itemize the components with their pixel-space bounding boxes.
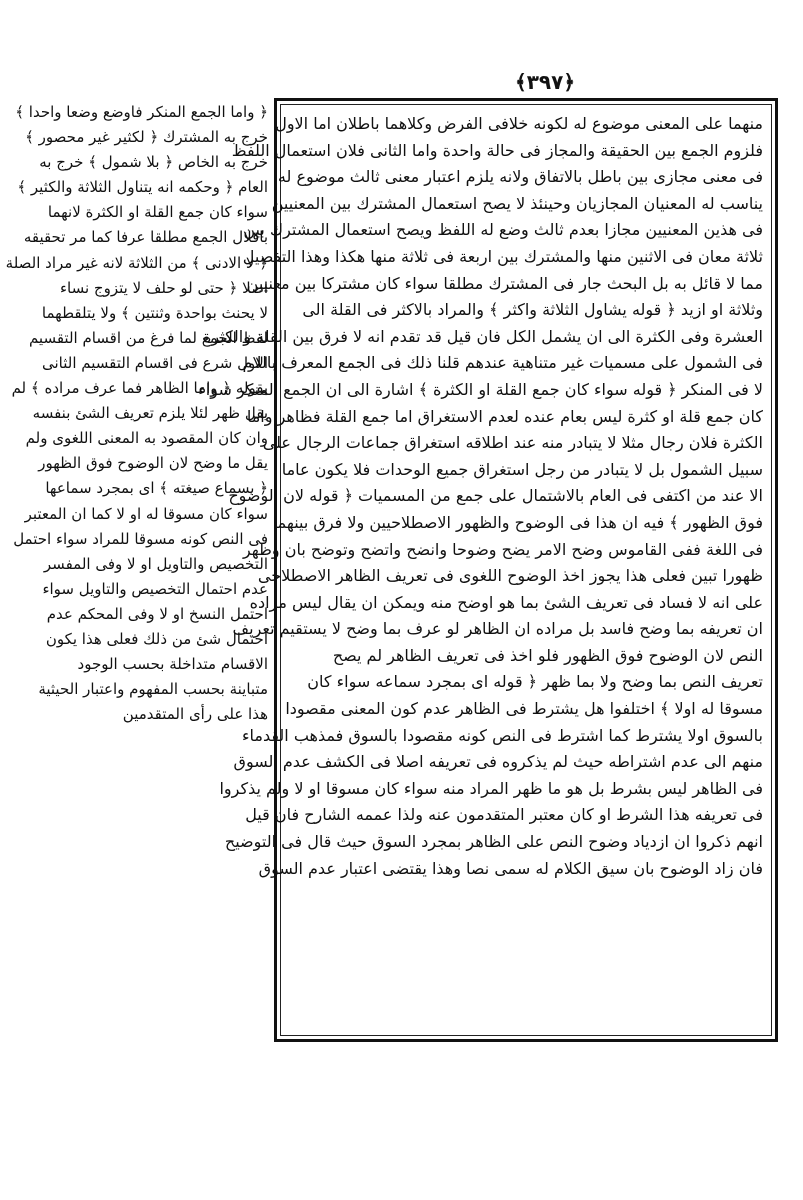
margin-text-line: لا يحنث بواحدة وثنتين ﴾ ولا يتلقطهما	[41, 303, 268, 322]
main-text-line: الا عند من اكتفى فى العام بالاشتمال على جمع من المسميات ﴿ قوله لان الوضوح	[228, 486, 763, 506]
main-text-line: ثلاثة معان فى الاثنين منها والمشترك بين اربعة فى ثلاثة منها هكذا وهذا التفصيل	[242, 246, 763, 266]
margin-text-line: ﴿ واما الجمع المنكر فاوضع وضعا واحدا ﴾	[15, 103, 268, 121]
main-text-line: لا فى المنكر ﴿ قوله سواء كان جمع القلة او الكثرة ﴾ اشارة الى ان الجمع المنكر سواء	[198, 379, 763, 399]
main-text-line: فى الشمول على مسميات غير متناهية عندهم قلنا ذلك فى الجمع المعرف باللام	[242, 353, 763, 373]
main-text-line: النص لان الوضوح فوق الظهور فلو اخذ فى تعريف الظاهر لم يصح	[332, 645, 763, 665]
main-text-line: على انه لا فساد فى تعريف الشئ بما هو اوضح منه ويمكن ان يقال ليس مراده	[249, 592, 763, 612]
main-text-line: الكثرة فلان رجال مثلا لا يتبادر منه عند اطلاقه استغراق جماعات الرجال على	[262, 433, 763, 453]
margin-text-line: العام ﴿ وحكمه انه يتناول الثلاثة والكثير ﴾	[17, 178, 268, 197]
main-text-line: ان تعريفه بما وضح فاسد بل مراده ان الظاهر لو عرف بما وضح لا يستقيم تعريف	[232, 619, 763, 639]
margin-text-line: هذا على رأى المتقدمين	[122, 705, 268, 724]
margin-text-line: احتمل النسخ او لا وفى المحكم عدم	[46, 604, 268, 623]
margin-text-line: يقل ما وضح لان الوضوح فوق الظهور	[38, 454, 268, 473]
main-text-line: فان زاد الوضوح بان سيق الكلام له سمى نصا وهذا يقتضى اعتبار عدم السوق	[258, 858, 763, 878]
margin-text-line: متباينة بحسب المفهوم واعتبار الحيثية	[38, 680, 268, 699]
margin-text-line: عدم احتمال التخصيص والتاويل سواء	[42, 579, 268, 598]
margin-text-line: وان كان المقصود به المعنى اللغوى ولم	[25, 429, 268, 448]
margin-text-line: بقوله ﴿ واما الظاهر فما عرف مراده ﴾ لم	[11, 379, 268, 398]
main-text-line: كان جمع قلة او كثرة ليس بعام عنده لعدم الاستغراق اما جمع القلة فظاهر واما	[246, 406, 763, 426]
margin-text-line: سواء كان جمع القلة او الكثرة لانهما	[47, 203, 268, 222]
margin-text-line: سواء كان مسوقا له او لا كما ان المعتبر	[24, 504, 268, 523]
margin-text-line: احتمال شئ من ذلك فعلى هذا يكون	[45, 629, 268, 648]
main-text-block	[198, 111, 763, 882]
main-text-line: وثلاثة او ازيد ﴿ قوله يشاول الثلاثة واكثر ﴾ والمراد بالاكثر فى القلة الى	[302, 300, 763, 320]
main-text-line: مما لا قائل به بل البحث جار فى المشترك مطلقا سواء كان مشتركا بين معنيين	[246, 273, 763, 293]
main-text-line: العشرة وفى الكثرة الى ان يشمل الكل فان قيل قد تقدم انه لا فرق بين القلة والكثرة	[203, 326, 763, 346]
main-text-line: ظهورا تبين فعلى هذا يجوز اخذ الوضوح اللغوى فى تعريف الظاهر الاصطلاحى	[257, 566, 763, 586]
margin-text-line: خرج به الخاص ﴿ بلا شمول ﴾ خرج به	[39, 153, 268, 172]
main-text-line: مسوقا له اولا ﴾ اختلفوا هل يشترط فى الظاهر عدم كون المعنى مقصودا	[285, 699, 763, 719]
main-text-line: يناسب له المعنيان المجازيان وحينئذ لا يصح استعمال المشترك بين المعنيين	[271, 193, 763, 213]
main-text-line: فى الظاهر ليس بشرط بل هو ما ظهر المراد منه سواء كان مسوقا او لا ولم يذكروا	[219, 778, 763, 798]
main-text-line: منهما على المعنى موضوع له لكونه خلافى الفرض وكلاهما باطلان اما الاول	[275, 114, 763, 133]
main-text-frame	[198, 98, 778, 1042]
margin-text-line: الاقسام متداخلة بحسب الوجود	[77, 655, 268, 674]
margin-text-line: ﴿ بسماع صيغته ﴾ اى بمجرد سماعها	[45, 479, 268, 498]
margin-text-line: خرج به المشترك ﴿ لكثير غير محصور ﴾	[25, 128, 268, 147]
margin-text-line: باقلال الجمع مطلقا عرفا كما مر تحقيقه	[23, 228, 268, 247]
main-text-line: بالسوق اولا يشترط كما اشترط فى النص كونه مقصودا بالسوق فمذهب القدماء	[241, 725, 763, 745]
main-text-line: منهم الى عدم اشتراطه حيث لم يذكروه فى تعريفه اصلا فى الكشف عدم السوق	[233, 752, 763, 772]
main-text-line: فى هذين المعنيين مجازا بعدم ثالث وضع له اللفظ ويصح استعمال المشترك بين	[243, 220, 763, 240]
main-text-line: فى اللغة ففى القاموس وضح الامر يضح وضوحا وانضح واتضح وتوضح بان وظهر	[242, 539, 763, 559]
margin-text-line: لفظ الجمع لما فرغ من اقسام التقسيم	[28, 328, 268, 347]
main-text-line: فى معنى مجازى بين باطل بالاتفاق ولانه يلزم اعتبار معنى ثالث موضوع له	[277, 167, 763, 187]
margin-text-line: اصلا ﴿ حتى لو حلف لا يتزوج نساء	[59, 278, 268, 297]
margin-text-line: التخصيص والتاويل او لا وفى المفسر	[43, 554, 268, 573]
margin-text-line: الاول شرع فى اقسام التقسيم الثانى	[41, 353, 268, 372]
main-text-line: انهم ذكروا ان ازدياد وضوح النص على الظاهر بمجرد السوق حيث قال فى التوضيح	[224, 832, 763, 852]
margin-text-line: يقل ظهر لئلا يلزم تعريف الشئ بنفسه	[32, 404, 268, 423]
main-text-line: فى تعريفه هذا الشرط او كان معتبر المتقدمون عنه ولذا عممه الشارح فان قيل	[245, 805, 763, 825]
main-text-line: سبيل الشمول بل لا يتبادر من رجل استغراق جميع الوحدات فلا يكون عاما	[281, 459, 763, 479]
main-text-line: تعريف النص بما وضح ولا بما ظهر ﴿ قوله اى بمجرد سماعه سواء كان	[307, 672, 763, 692]
main-text-line: فلزوم الجمع بين الحقيقة والمجاز فى حالة واحدة واما الثانى فلان استعمال اللفظ	[231, 140, 763, 160]
margin-text-line: فى النص كونه مسوقا للمراد سواء احتمل	[13, 529, 268, 548]
margin-text-line: ﴿ لا الادنى ﴾ من الثلاثة لانه غير مراد الصلة	[5, 253, 268, 272]
main-text-line: فوق الظهور ﴾ فيه ان هذا فى الوضوح والظهور الاصطلاحيين ولا فرق بينهما	[272, 512, 763, 532]
page-number: ﴿٣٩٧﴾	[514, 70, 576, 94]
margin-commentary	[5, 100, 268, 727]
